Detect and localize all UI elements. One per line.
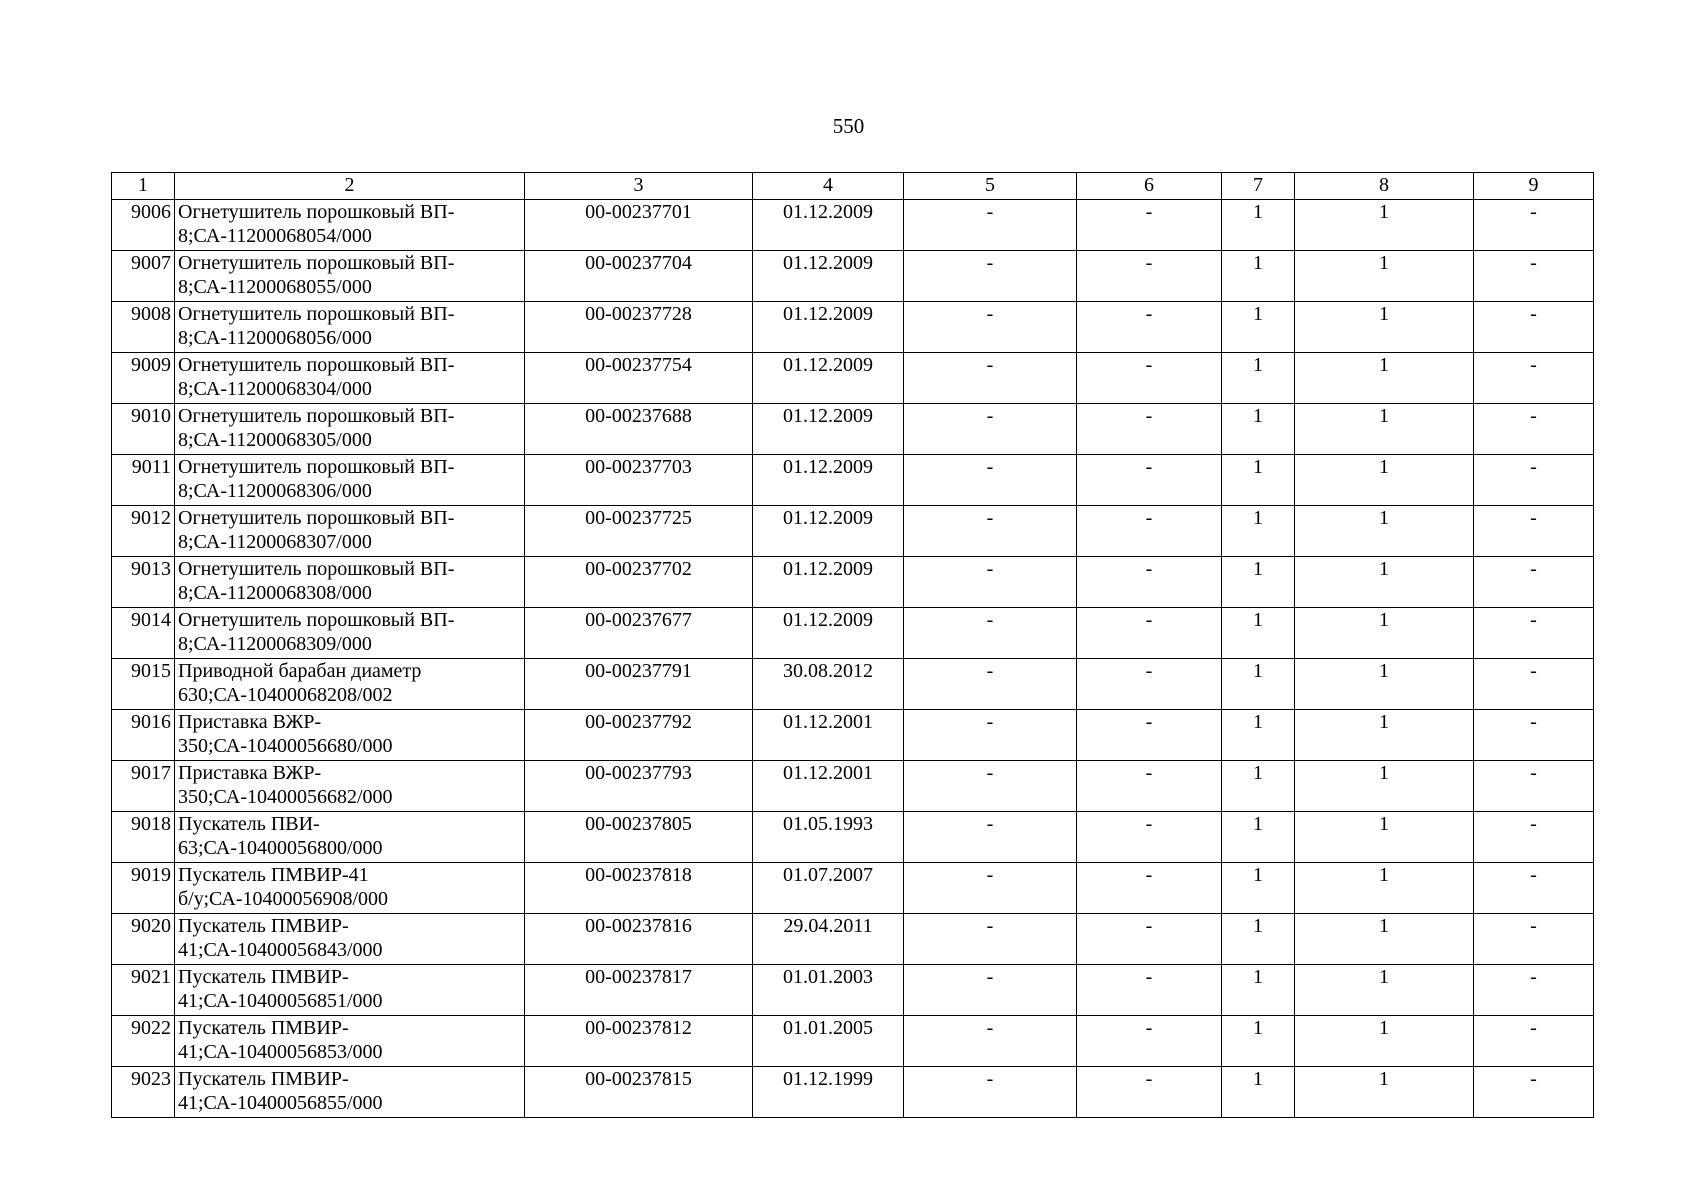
column-5-cell: -	[904, 1016, 1077, 1067]
column-7-cell: 1	[1222, 863, 1295, 914]
column-9-cell: -	[1474, 812, 1594, 863]
item-name-cell: Огнетушитель порошковый ВП- 8;СА-11200068306/000	[175, 455, 525, 506]
inventory-number-cell: 00-00237701	[525, 200, 753, 251]
row-number-cell: 9012	[112, 506, 175, 557]
item-name-cell: Огнетушитель порошковый ВП- 8;СА-11200068055/000	[175, 251, 525, 302]
item-name-cell: Приставка ВЖР- 350;СА-10400056680/000	[175, 710, 525, 761]
row-number-cell: 9011	[112, 455, 175, 506]
column-8-cell: 1	[1295, 710, 1474, 761]
table-row	[112, 302, 1594, 353]
column-8-cell: 1	[1295, 1067, 1474, 1118]
column-header: 6	[1077, 173, 1222, 200]
date-cell: 01.12.2009	[753, 251, 904, 302]
column-9-cell: -	[1474, 863, 1594, 914]
item-name-cell: Огнетушитель порошковый ВП- 8;СА-11200068305/000	[175, 404, 525, 455]
inventory-number-cell: 00-00237812	[525, 1016, 753, 1067]
column-6-cell: -	[1077, 302, 1222, 353]
page-number: 550	[832, 114, 865, 138]
inventory-number-cell: 00-00237815	[525, 1067, 753, 1118]
inventory-number-cell: 00-00237728	[525, 302, 753, 353]
inventory-number-cell: 00-00237818	[525, 863, 753, 914]
item-name-cell: Пускатель ПМВИР- 41;СА-10400056855/000	[175, 1067, 525, 1118]
column-6-cell: -	[1077, 506, 1222, 557]
inventory-number-cell: 00-00237817	[525, 965, 753, 1016]
column-9-cell: -	[1474, 659, 1594, 710]
column-9-cell: -	[1474, 251, 1594, 302]
inventory-number-cell: 00-00237704	[525, 251, 753, 302]
inventory-number-cell: 00-00237688	[525, 404, 753, 455]
column-7-cell: 1	[1222, 200, 1295, 251]
row-number-cell: 9022	[112, 1016, 175, 1067]
column-5-cell: -	[904, 455, 1077, 506]
column-6-cell: -	[1077, 251, 1222, 302]
table-row	[112, 761, 1594, 812]
column-7-cell: 1	[1222, 251, 1295, 302]
column-7-cell: 1	[1222, 965, 1295, 1016]
column-5-cell: -	[904, 506, 1077, 557]
row-number-cell: 9017	[112, 761, 175, 812]
column-6-cell: -	[1077, 353, 1222, 404]
table-row	[112, 506, 1594, 557]
column-5-cell: -	[904, 200, 1077, 251]
column-8-cell: 1	[1295, 557, 1474, 608]
table-row	[112, 455, 1594, 506]
column-6-cell: -	[1077, 1016, 1222, 1067]
column-6-cell: -	[1077, 812, 1222, 863]
column-6-cell: -	[1077, 608, 1222, 659]
date-cell: 01.01.2003	[753, 965, 904, 1016]
table-row	[112, 863, 1594, 914]
column-7-cell: 1	[1222, 608, 1295, 659]
table-row	[112, 557, 1594, 608]
column-7-cell: 1	[1222, 455, 1295, 506]
column-5-cell: -	[904, 914, 1077, 965]
column-8-cell: 1	[1295, 251, 1474, 302]
column-8-cell: 1	[1295, 761, 1474, 812]
row-number-cell: 9009	[112, 353, 175, 404]
table-row	[112, 914, 1594, 965]
column-header: 3	[525, 173, 753, 200]
column-8-cell: 1	[1295, 608, 1474, 659]
column-8-cell: 1	[1295, 965, 1474, 1016]
table-row	[112, 1016, 1594, 1067]
column-5-cell: -	[904, 251, 1077, 302]
column-5-cell: -	[904, 863, 1077, 914]
column-header: 7	[1222, 173, 1295, 200]
column-7-cell: 1	[1222, 710, 1295, 761]
table-row	[112, 404, 1594, 455]
column-6-cell: -	[1077, 455, 1222, 506]
table-row	[112, 353, 1594, 404]
date-cell: 01.12.2009	[753, 455, 904, 506]
table-row	[112, 251, 1594, 302]
inventory-number-cell: 00-00237805	[525, 812, 753, 863]
inventory-number-cell: 00-00237702	[525, 557, 753, 608]
column-5-cell: -	[904, 965, 1077, 1016]
row-number-cell: 9014	[112, 608, 175, 659]
row-number-cell: 9016	[112, 710, 175, 761]
row-number-cell: 9018	[112, 812, 175, 863]
table-row	[112, 710, 1594, 761]
date-cell: 30.08.2012	[753, 659, 904, 710]
date-cell: 01.12.2009	[753, 353, 904, 404]
date-cell: 01.12.2009	[753, 404, 904, 455]
column-8-cell: 1	[1295, 302, 1474, 353]
date-cell: 01.07.2007	[753, 863, 904, 914]
row-number-cell: 9015	[112, 659, 175, 710]
column-7-cell: 1	[1222, 557, 1295, 608]
table-row	[112, 608, 1594, 659]
column-8-cell: 1	[1295, 914, 1474, 965]
column-8-cell: 1	[1295, 404, 1474, 455]
column-header: 2	[175, 173, 525, 200]
column-9-cell: -	[1474, 608, 1594, 659]
column-7-cell: 1	[1222, 914, 1295, 965]
column-7-cell: 1	[1222, 659, 1295, 710]
column-9-cell: -	[1474, 200, 1594, 251]
column-6-cell: -	[1077, 557, 1222, 608]
column-header: 9	[1474, 173, 1594, 200]
row-number-cell: 9007	[112, 251, 175, 302]
column-9-cell: -	[1474, 914, 1594, 965]
column-7-cell: 1	[1222, 404, 1295, 455]
inventory-number-cell: 00-00237703	[525, 455, 753, 506]
column-5-cell: -	[904, 659, 1077, 710]
table-row	[112, 659, 1594, 710]
row-number-cell: 9010	[112, 404, 175, 455]
date-cell: 01.12.2009	[753, 302, 904, 353]
item-name-cell: Пускатель ПМВИР- 41;СА-10400056853/000	[175, 1016, 525, 1067]
date-cell: 01.05.1993	[753, 812, 904, 863]
date-cell: 29.04.2011	[753, 914, 904, 965]
row-number-cell: 9008	[112, 302, 175, 353]
column-header: 4	[753, 173, 904, 200]
column-8-cell: 1	[1295, 506, 1474, 557]
column-8-cell: 1	[1295, 1016, 1474, 1067]
date-cell: 01.12.2009	[753, 200, 904, 251]
column-5-cell: -	[904, 302, 1077, 353]
date-cell: 01.12.2009	[753, 608, 904, 659]
item-name-cell: Приводной барабан диаметр 630;СА-10400068208/002	[175, 659, 525, 710]
column-9-cell: -	[1474, 710, 1594, 761]
column-8-cell: 1	[1295, 659, 1474, 710]
date-cell: 01.12.2001	[753, 710, 904, 761]
inventory-number-cell: 00-00237677	[525, 608, 753, 659]
column-9-cell: -	[1474, 761, 1594, 812]
column-6-cell: -	[1077, 659, 1222, 710]
column-9-cell: -	[1474, 353, 1594, 404]
row-number-cell: 9021	[112, 965, 175, 1016]
item-name-cell: Приставка ВЖР- 350;СА-10400056682/000	[175, 761, 525, 812]
column-6-cell: -	[1077, 1067, 1222, 1118]
item-name-cell: Огнетушитель порошковый ВП- 8;СА-11200068307/000	[175, 506, 525, 557]
column-8-cell: 1	[1295, 455, 1474, 506]
column-7-cell: 1	[1222, 302, 1295, 353]
column-6-cell: -	[1077, 710, 1222, 761]
table-body	[112, 173, 1594, 1118]
column-5-cell: -	[904, 812, 1077, 863]
column-6-cell: -	[1077, 863, 1222, 914]
date-cell: 01.12.1999	[753, 1067, 904, 1118]
column-5-cell: -	[904, 404, 1077, 455]
row-number-cell: 9019	[112, 863, 175, 914]
item-name-cell: Огнетушитель порошковый ВП- 8;СА-11200068056/000	[175, 302, 525, 353]
column-6-cell: -	[1077, 914, 1222, 965]
row-number-cell: 9023	[112, 1067, 175, 1118]
inventory-number-cell: 00-00237725	[525, 506, 753, 557]
column-5-cell: -	[904, 557, 1077, 608]
row-number-cell: 9020	[112, 914, 175, 965]
column-5-cell: -	[904, 608, 1077, 659]
item-name-cell: Огнетушитель порошковый ВП- 8;СА-11200068304/000	[175, 353, 525, 404]
column-header: 1	[112, 173, 175, 200]
inventory-number-cell: 00-00237754	[525, 353, 753, 404]
inventory-number-cell: 00-00237792	[525, 710, 753, 761]
column-7-cell: 1	[1222, 1016, 1295, 1067]
item-name-cell: Огнетушитель порошковый ВП- 8;СА-11200068309/000	[175, 608, 525, 659]
column-6-cell: -	[1077, 404, 1222, 455]
column-6-cell: -	[1077, 965, 1222, 1016]
date-cell: 01.12.2009	[753, 557, 904, 608]
column-5-cell: -	[904, 710, 1077, 761]
column-9-cell: -	[1474, 557, 1594, 608]
column-7-cell: 1	[1222, 1067, 1295, 1118]
column-9-cell: -	[1474, 404, 1594, 455]
item-name-cell: Пускатель ПВИ- 63;СА-10400056800/000	[175, 812, 525, 863]
table-row	[112, 200, 1594, 251]
date-cell: 01.12.2001	[753, 761, 904, 812]
row-number-cell: 9013	[112, 557, 175, 608]
inventory-number-cell: 00-00237791	[525, 659, 753, 710]
inventory-number-cell: 00-00237816	[525, 914, 753, 965]
column-7-cell: 1	[1222, 812, 1295, 863]
item-name-cell: Пускатель ПМВИР-41 б/у;СА-10400056908/000	[175, 863, 525, 914]
column-8-cell: 1	[1295, 200, 1474, 251]
date-cell: 01.01.2005	[753, 1016, 904, 1067]
column-5-cell: -	[904, 1067, 1077, 1118]
table-row	[112, 965, 1594, 1016]
column-7-cell: 1	[1222, 353, 1295, 404]
column-9-cell: -	[1474, 455, 1594, 506]
column-9-cell: -	[1474, 506, 1594, 557]
column-8-cell: 1	[1295, 353, 1474, 404]
column-7-cell: 1	[1222, 506, 1295, 557]
column-6-cell: -	[1077, 761, 1222, 812]
item-name-cell: Огнетушитель порошковый ВП- 8;СА-11200068054/000	[175, 200, 525, 251]
row-number-cell: 9006	[112, 200, 175, 251]
item-name-cell: Пускатель ПМВИР- 41;СА-10400056843/000	[175, 914, 525, 965]
column-9-cell: -	[1474, 1067, 1594, 1118]
column-8-cell: 1	[1295, 812, 1474, 863]
column-header: 8	[1295, 173, 1474, 200]
column-5-cell: -	[904, 761, 1077, 812]
date-cell: 01.12.2009	[753, 506, 904, 557]
table-row	[112, 812, 1594, 863]
column-5-cell: -	[904, 353, 1077, 404]
header-row	[112, 173, 1594, 200]
column-6-cell: -	[1077, 200, 1222, 251]
column-9-cell: -	[1474, 302, 1594, 353]
column-8-cell: 1	[1295, 863, 1474, 914]
table-row	[112, 1067, 1594, 1118]
column-9-cell: -	[1474, 1016, 1594, 1067]
inventory-table	[111, 172, 1594, 1118]
column-header: 5	[904, 173, 1077, 200]
column-7-cell: 1	[1222, 761, 1295, 812]
item-name-cell: Огнетушитель порошковый ВП- 8;СА-11200068308/000	[175, 557, 525, 608]
column-9-cell: -	[1474, 965, 1594, 1016]
inventory-number-cell: 00-00237793	[525, 761, 753, 812]
item-name-cell: Пускатель ПМВИР- 41;СА-10400056851/000	[175, 965, 525, 1016]
